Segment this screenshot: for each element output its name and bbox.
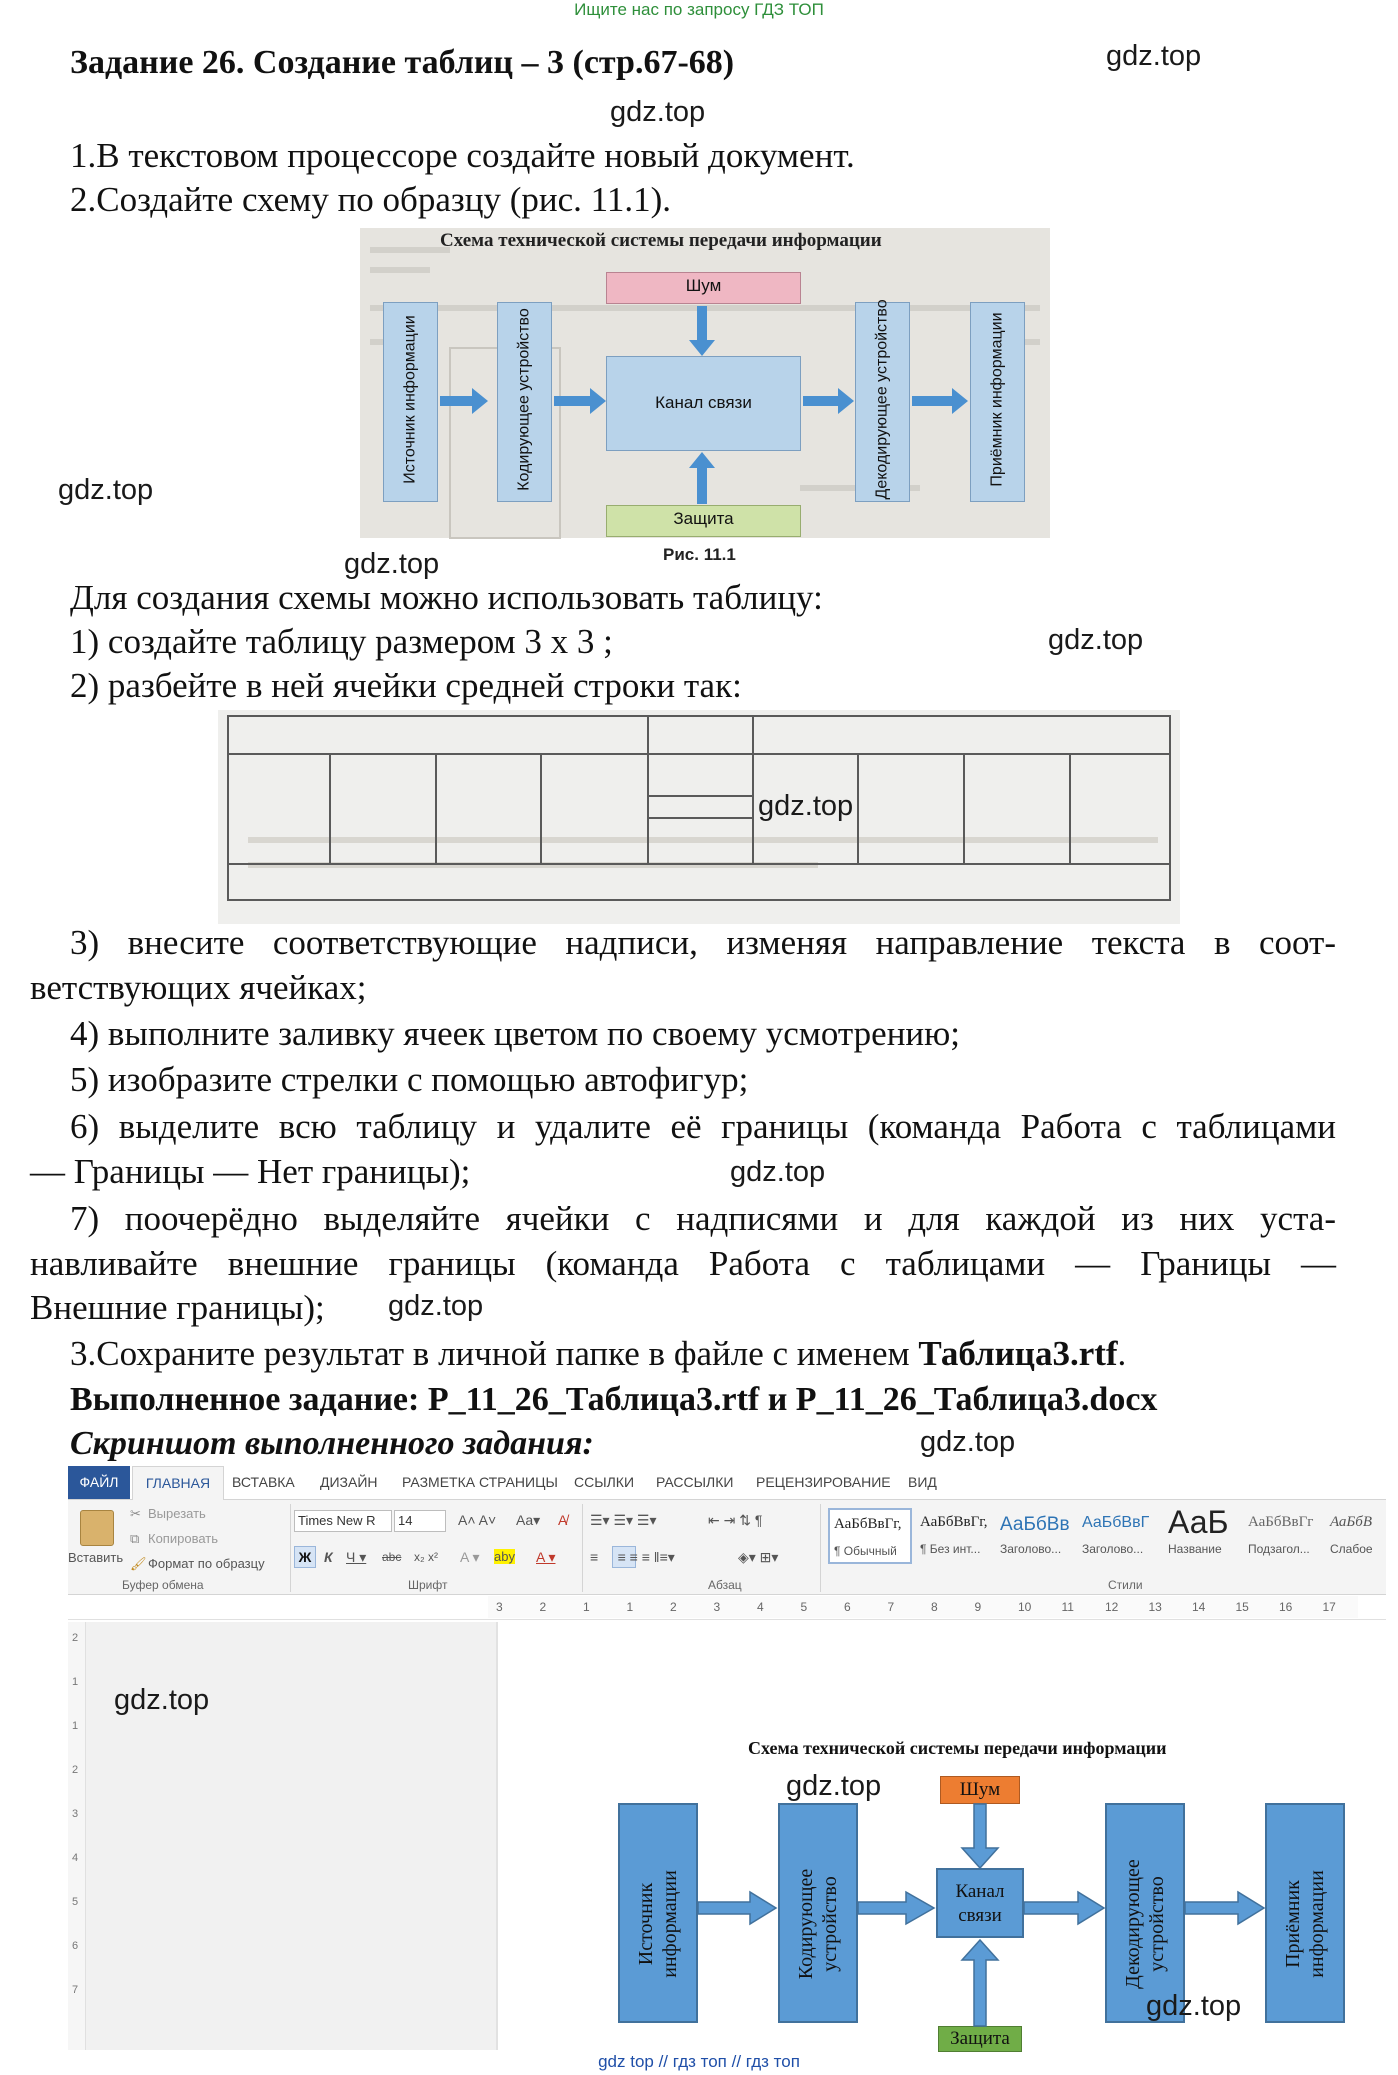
style-heading-1-name: Заголово... [1000,1542,1062,1556]
format-painter-button[interactable]: Формат по образцу [148,1556,265,1571]
instruction-7c: Внешние границы); [30,1288,325,1327]
split-table-grid [218,710,1180,924]
bullets-icon[interactable]: ☰▾ ☰▾ ☰▾ [590,1512,657,1528]
watermark: gdz.top [730,1156,826,1188]
ruler-number: 14 [1192,1600,1206,1614]
scheme-decoder-line1: Декодирующее [1122,1859,1144,1989]
step-3-text: 3.Сохраните результат в личной папке в файле с именем [70,1334,919,1373]
tab-view[interactable]: ВИД [908,1474,937,1490]
style-heading-1-sample: АаБбВв [1000,1514,1070,1535]
ribbon-home [68,1500,1386,1595]
figure-encoder-label: Кодирующее устройство [515,308,533,491]
highlight-icon[interactable]: aby [494,1549,515,1564]
ruler-number: 16 [1279,1600,1293,1614]
font-group-label: Шрифт [408,1578,448,1592]
style-heading-2-sample: АаБбВвГ [1082,1514,1150,1531]
ruler-number: 7 [887,1600,895,1614]
subscript-icon[interactable]: x₂ x² [414,1550,438,1564]
figure-noise-label: Шум [685,276,722,295]
style-normal[interactable] [828,1508,912,1564]
watermark: gdz.top [344,548,440,580]
page-edge [496,1622,498,2050]
vertical-ruler-number: 5 [72,1896,79,1908]
ruler-number: 10 [1018,1600,1032,1614]
copy-icon[interactable]: ⧉ [130,1531,140,1546]
scheme-source-line1: Источник [635,1882,657,1966]
ribbon-tabs [68,1466,1386,1500]
ruler-number: 6 [844,1600,851,1614]
ruler-number: 4 [757,1600,764,1614]
clipboard-group-label: Буфер обмена [122,1578,204,1592]
instruction-7a: 7) поочерёдно выделяйте ячейки с надписями и для каждой из них уста- [70,1199,1336,1238]
instruction-3a: 3) внесите соответствующие надписи, изменяя направление текста в соот- [70,923,1336,962]
tab-file[interactable]: ФАЙЛ [68,1466,130,1499]
style-title-name: Название [1168,1542,1222,1556]
scheme-arrows [600,1770,1380,2050]
figure-protection-label: Защита [673,509,734,528]
font-size-select[interactable]: 14 [394,1510,446,1532]
style-subtle-name: Слабое [1330,1542,1373,1556]
style-subtitle[interactable] [1244,1508,1328,1564]
task-title: Задание 26. Создание таблиц – 3 (стр.67-68) [70,44,735,81]
tab-design[interactable]: ДИЗАЙН [320,1474,378,1490]
watermark: gdz.top [1146,1990,1242,2022]
scheme-channel-line2: связи [958,1905,1002,1926]
style-no-spacing[interactable] [916,1508,1000,1564]
ruler-number: 12 [1105,1600,1119,1614]
top-banner[interactable]: Ищите нас по запросу ГДЗ ТОП [574,0,824,19]
ruler-number: 3 [713,1600,721,1614]
tab-home[interactable]: ГЛАВНАЯ [132,1466,224,1500]
vertical-ruler[interactable] [68,1622,86,2050]
ruler-number: 1 [583,1600,590,1614]
screenshot-label: Скриншот выполненного задания: [70,1425,594,1462]
ruler-number: 5 [800,1600,808,1614]
figure-arrows [360,228,1050,548]
scheme-receiver-line2: информации [1306,1870,1328,1978]
tab-references[interactable]: ССЫЛКИ [574,1474,635,1490]
vertical-ruler-number: 1 [72,1676,79,1688]
font-color-icon[interactable]: A ▾ [536,1549,556,1565]
watermark: gdz.top [388,1290,484,1322]
step-3-filename: Таблица3.rtf [918,1334,1118,1373]
cut-button[interactable]: Вырезать [148,1506,206,1521]
vertical-ruler-number: 4 [72,1852,79,1864]
vertical-ruler-number: 3 [72,1808,79,1820]
style-subtle-sample: АаБбВ [1330,1514,1372,1530]
underline-icon[interactable]: Ч ▾ [346,1549,367,1565]
vertical-ruler-number: 2 [72,1632,79,1644]
style-subtle[interactable] [1326,1508,1386,1564]
figure-title: Схема технической системы передачи информации [440,230,882,251]
scheme-protection-box: Защита [938,2026,1022,2052]
instruction-7b: навливайте внешние границы (команда Работа с таблицами — Границы — [30,1244,1336,1283]
instruction-3b: ветствующих ячейках; [30,968,367,1007]
scheme-channel-line1: Канал [955,1881,1005,1902]
instruction-1: 1) создайте таблицу размером 3 x 3 ; [70,622,613,661]
scheme-noise-box: Шум [940,1776,1020,1804]
vertical-ruler-number: 7 [72,1984,79,1996]
completed-files: Выполненное задание: P_11_26_Таблица3.rtf и P_11_26_Таблица3.docx [70,1381,1158,1418]
figure-decoder-label: Декодирующее устройство [873,299,891,500]
ruler-number: 1 [626,1600,634,1614]
ruler-number: 3 [496,1600,503,1614]
step-1: 1.В текстовом процессоре создайте новый документ. [70,136,855,175]
vertical-ruler-number: 6 [72,1940,79,1952]
step-3-end: . [1117,1334,1127,1373]
style-title-sample: АаБ [1168,1504,1229,1540]
paragraph-group-label: Абзац [708,1578,742,1592]
step-3 [70,1332,1126,1376]
style-heading-2[interactable] [1078,1508,1162,1564]
scheme-receiver-line1: Приёмник [1282,1880,1304,1968]
tab-review[interactable]: РЕЦЕНЗИРОВАНИЕ [756,1474,891,1490]
style-no-spacing-sample: АаБбВвГг, [920,1514,988,1530]
watermark: gdz.top [920,1426,1016,1458]
paste-button[interactable]: Вставить [68,1550,124,1565]
vertical-ruler-number: 2 [72,1764,79,1776]
text-effects-icon[interactable]: A ▾ [460,1549,480,1565]
vertical-ruler-number: 1 [72,1720,79,1732]
brush-icon[interactable]: 🖌 [130,1556,147,1571]
tab-layout[interactable]: РАЗМЕТКА СТРАНИЦЫ [402,1474,558,1490]
italic-icon[interactable]: К [324,1549,333,1565]
grow-font-icon[interactable]: A˄ A˅ [458,1512,497,1528]
ruler-number: 2 [539,1600,547,1614]
style-normal-name: ¶ Обычный [834,1544,897,1558]
watermark: gdz.top [758,790,854,822]
style-title[interactable] [1164,1504,1248,1564]
instruction-4: 4) выполните заливку ячеек цветом по своему усмотрению; [70,1014,961,1053]
watermark: gdz.top [58,474,154,506]
ruler-number: 13 [1148,1600,1162,1614]
strikethrough-icon[interactable]: abc [382,1550,402,1564]
scheme-encoder-line2: устройство [819,1876,841,1972]
watermark: gdz.top [114,1684,210,1716]
ruler-number: 2 [670,1600,677,1614]
scheme-encoder-line1: Кодирующее [795,1868,817,1980]
separator [582,1504,583,1592]
tab-mailings[interactable]: РАССЫЛКИ [656,1474,734,1490]
style-subtitle-sample: АаБбВвГг [1248,1514,1314,1530]
instructions-intro: Для создания схемы можно использовать таблицу: [70,578,823,617]
ruler-number: 9 [974,1600,982,1614]
copy-button[interactable]: Копировать [148,1531,218,1546]
instruction-2: 2) разбейте в ней ячейки средней строки так: [70,666,742,705]
styles-group-label: Стили [1108,1578,1143,1592]
bold-icon[interactable]: Ж [294,1546,316,1568]
horizontal-ruler[interactable] [68,1596,1386,1620]
shading-icon[interactable]: ◈▾ ⊞▾ [738,1549,779,1565]
instruction-5: 5) изобразите стрелки с помощью автофигур; [70,1060,749,1099]
step-2: 2.Создайте схему по образцу (рис. 11.1). [70,180,671,219]
ruler-number: 17 [1322,1600,1336,1614]
instruction-6b: — Границы — Нет границы); [30,1152,471,1191]
bottom-banner[interactable]: gdz top // гдз топ // гдз топ [598,2052,800,2071]
indent-icon[interactable]: ⇤ ⇥ ⇅ ¶ [708,1512,763,1528]
scheme-decoder-line2: устройство [1146,1876,1168,1972]
style-no-spacing-name: ¶ Без инт... [920,1542,981,1556]
paste-icon[interactable] [80,1510,114,1546]
scheme-title: Схема технической системы передачи информации [748,1738,1167,1758]
watermark: gdz.top [786,1770,882,1802]
separator [290,1504,291,1592]
figure-receiver-label: Приёмник информации [988,312,1006,487]
figure-source-label: Источник информации [401,315,419,484]
ruler-number: 8 [931,1600,938,1614]
style-normal-sample: АаБбВвГг, [834,1516,902,1532]
instruction-6a: 6) выделите всю таблицу и удалите её границы (команда Работа с таблицами [70,1107,1336,1146]
ruler-number: 15 [1235,1600,1249,1614]
figure-channel-label: Канал связи [655,393,752,412]
ruler-number: 11 [1061,1600,1074,1614]
clear-format-icon[interactable]: A̸ [558,1512,568,1528]
style-heading-2-name: Заголово... [1082,1542,1144,1556]
scissors-icon[interactable]: ✂ [130,1506,141,1521]
scheme-source-line2: информации [659,1870,681,1978]
style-subtitle-name: Подзагол... [1248,1542,1310,1556]
style-heading-1[interactable] [996,1508,1080,1564]
align-icons[interactable]: ≡ ≡ ≡ ≡ ‖≡▾ [590,1549,675,1565]
font-name-select[interactable]: Times New R [294,1510,392,1532]
watermark: gdz.top [1048,624,1144,656]
figure-caption: Рис. 11.1 [663,545,736,564]
separator [820,1504,821,1592]
tab-insert[interactable]: ВСТАВКА [232,1474,295,1490]
watermark: gdz.top [610,96,706,128]
ruler-text-area [488,1596,1358,1618]
change-case-icon[interactable]: Aa▾ [516,1512,541,1528]
watermark: gdz.top [1106,40,1202,72]
